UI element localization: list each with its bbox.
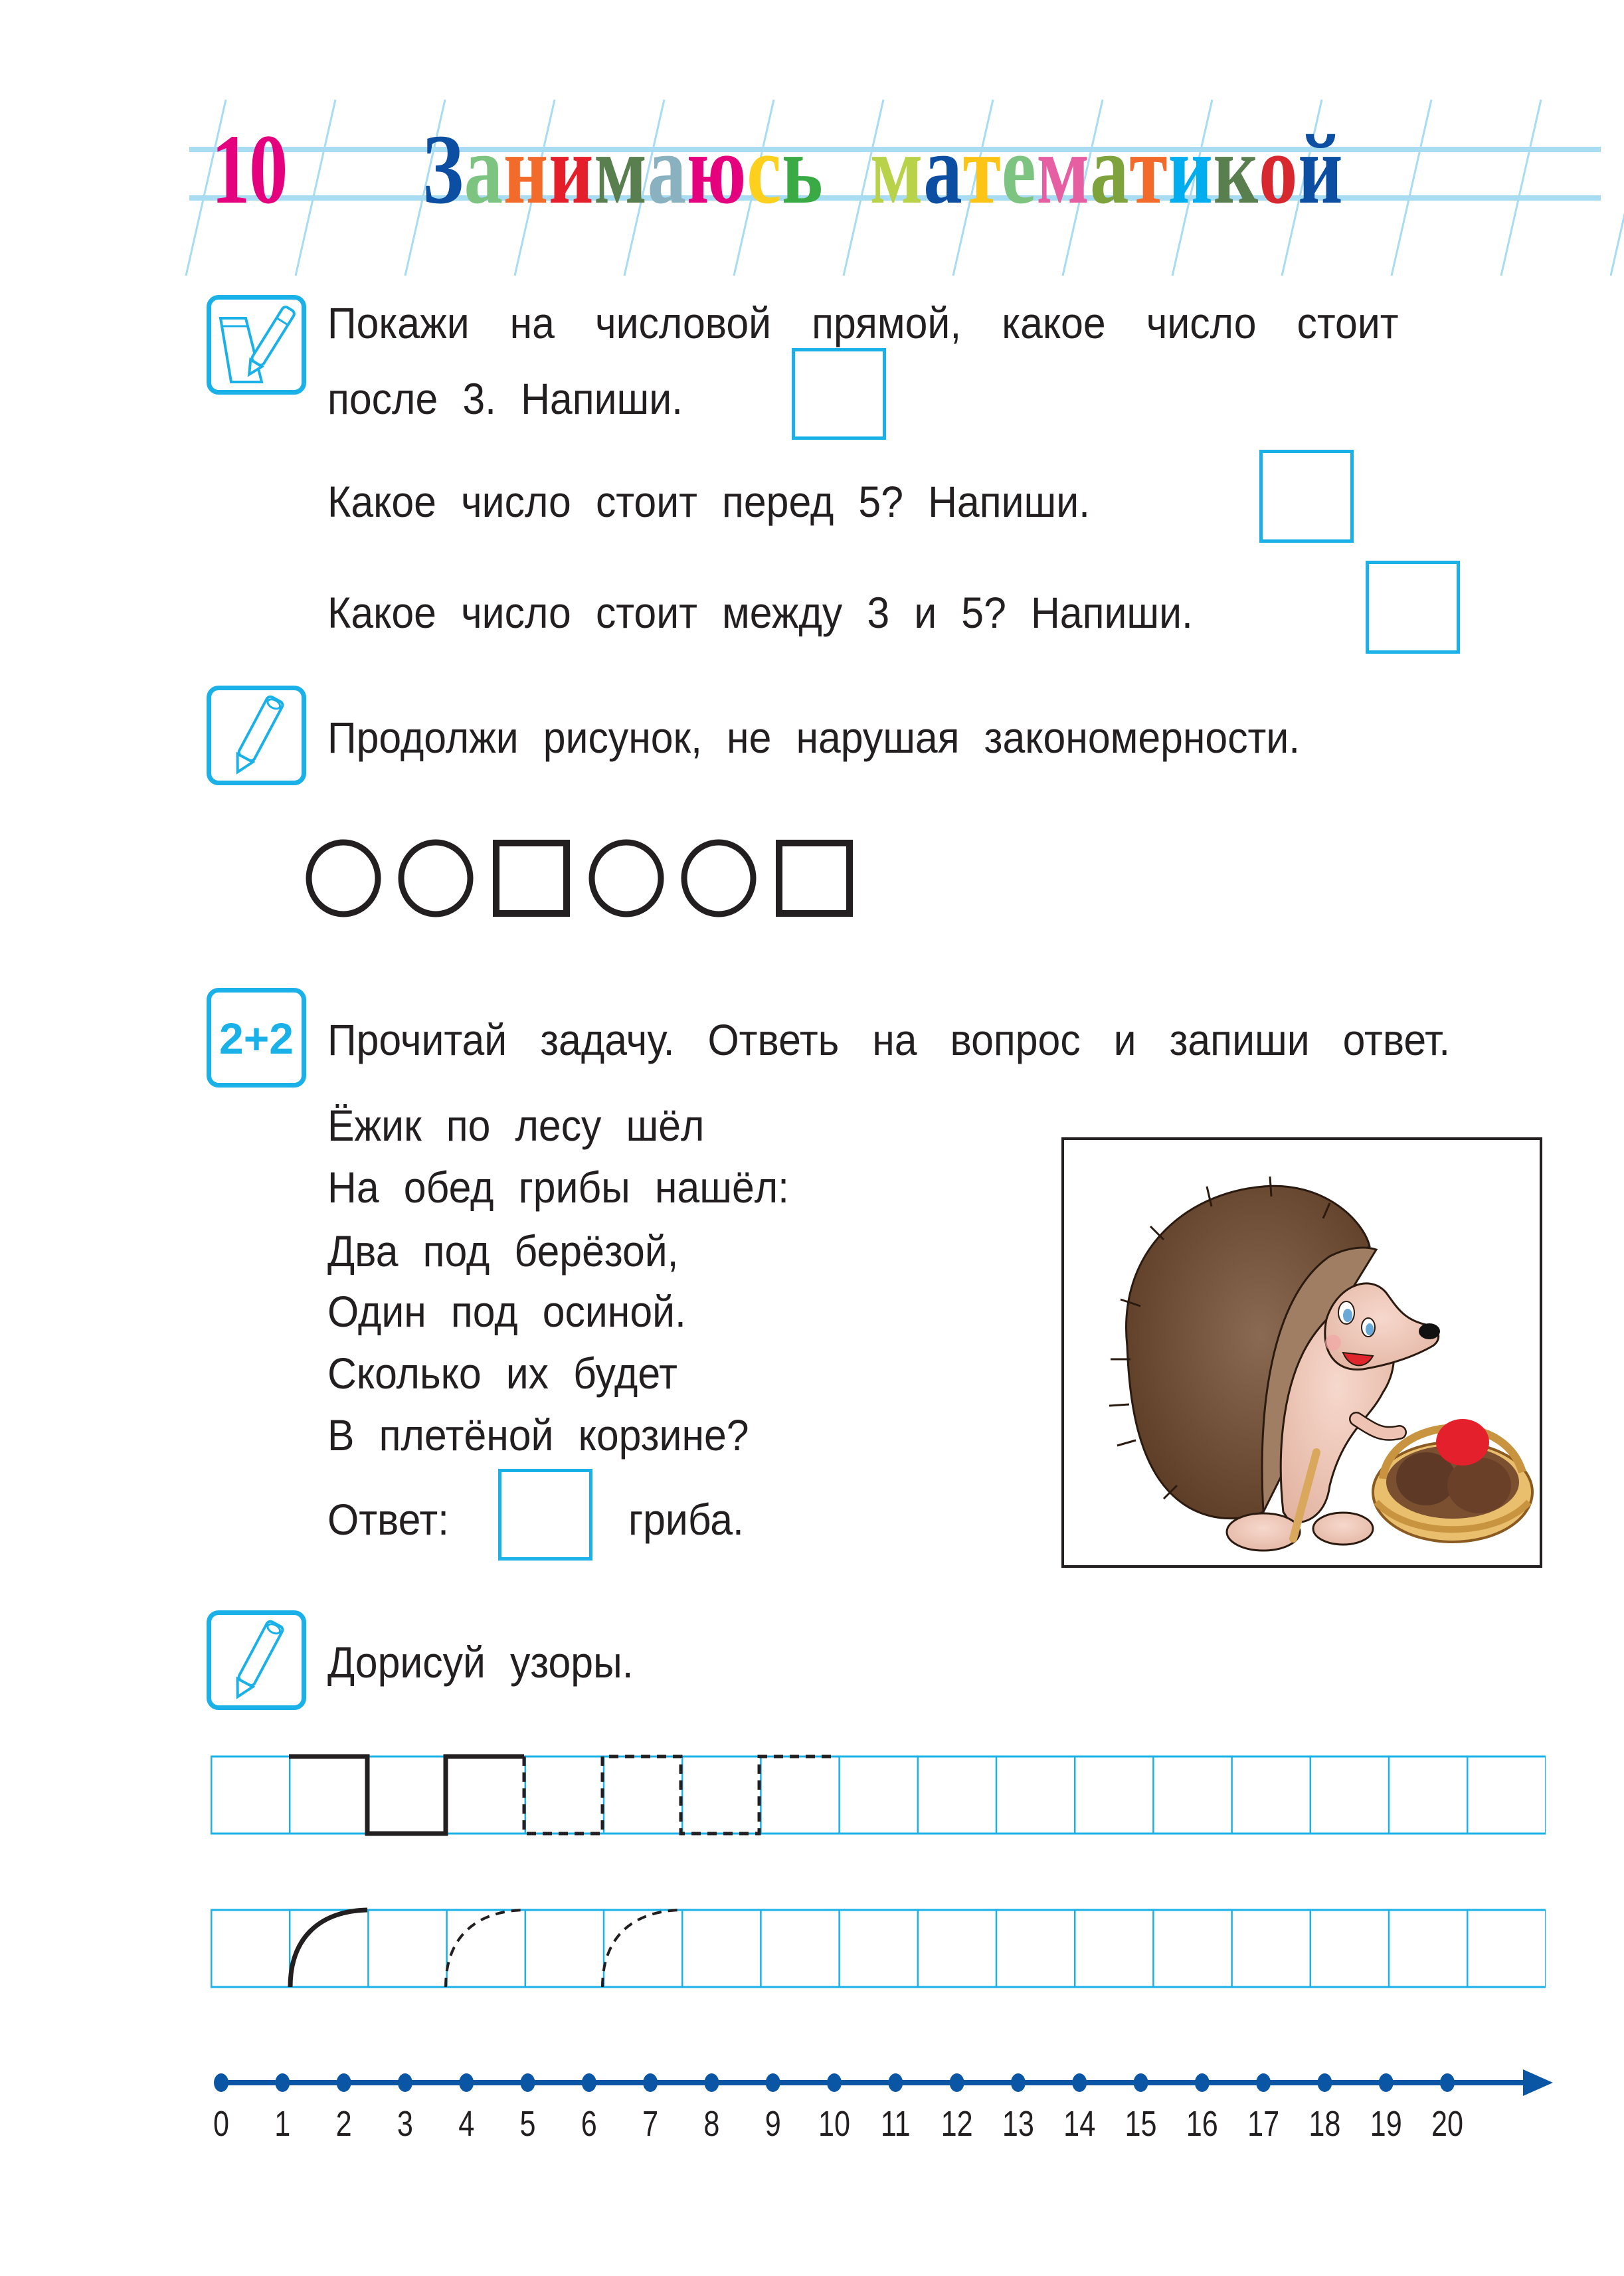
number-line-point (459, 2073, 474, 2092)
number-line-label: 11 (880, 2104, 911, 2144)
page-number: 10 (211, 114, 287, 225)
number-line-label: 16 (1186, 2104, 1218, 2144)
task1-instruction: Покажи на числовой прямой, какое число стоит (327, 298, 1399, 347)
title-letter: и (1168, 114, 1214, 225)
answer-box-mushrooms[interactable] (498, 1469, 592, 1561)
title-letter: З (422, 114, 464, 225)
number-line-label: 20 (1431, 2104, 1464, 2144)
number-line-point (1195, 2073, 1210, 2092)
task1-line2: после 3. Напиши. (327, 374, 683, 423)
number-line-label: 13 (1002, 2104, 1034, 2144)
arrow-head-icon (1523, 2069, 1553, 2096)
number-line-label: 8 (703, 2104, 720, 2144)
pattern-square (496, 843, 567, 913)
pattern-circle (592, 842, 661, 914)
number-line-label: 14 (1063, 2104, 1096, 2144)
title-letter: ю (686, 114, 747, 225)
title-letter: а (464, 114, 503, 225)
number-line-point (521, 2073, 535, 2092)
poem-line: Два под берёзой, (327, 1226, 679, 1276)
title-letter: ь (781, 114, 824, 225)
number-line-point (1134, 2073, 1148, 2092)
number-line-label: 9 (765, 2104, 781, 2144)
task-icon-pencil (207, 686, 306, 785)
number-line-label: 0 (213, 2104, 230, 2144)
number-line-point (398, 2073, 412, 2092)
task1-line4: Какое число стоит между 3 и 5? Напиши. (327, 588, 1193, 637)
poem-line: В плетёной корзине? (327, 1410, 749, 1460)
task3-instruction: Прочитай задачу. Ответь на вопрос и запиши ответ. (327, 1015, 1451, 1064)
number-line-label: 19 (1370, 2104, 1402, 2144)
pencil-icon (211, 690, 302, 781)
answer-label: Ответ: (327, 1495, 450, 1544)
answer-unit: гриба. (628, 1495, 744, 1544)
task-icon-write (207, 295, 306, 395)
title-letter: к (1213, 114, 1259, 225)
pattern-row-meander[interactable] (211, 1754, 1546, 1836)
number-line-point (827, 2073, 842, 2092)
number-line-point (888, 2073, 903, 2092)
number-line-point (1256, 2073, 1271, 2092)
title-letter: а (923, 114, 963, 225)
number-line-label: 10 (818, 2104, 851, 2144)
number-line-label: 6 (581, 2104, 597, 2144)
pen-and-paper-icon (211, 300, 302, 390)
title-letter: т (962, 114, 1002, 225)
number-line-point (704, 2073, 719, 2092)
title-letter: н (503, 114, 549, 225)
number-line-label: 12 (941, 2104, 973, 2144)
title-letter: м (869, 114, 924, 225)
number-line-label: 3 (397, 2104, 413, 2144)
answer-box-between-3-and-5[interactable] (1366, 561, 1460, 654)
pattern-row-arcs[interactable] (211, 1907, 1546, 1990)
shape-pattern (306, 838, 857, 918)
number-line-point (950, 2073, 964, 2092)
task1-line3: Какое число стоит перед 5? Напиши. (327, 477, 1091, 526)
svg-text:2+2: 2+2 (219, 1014, 294, 1063)
task3-instruction-row (327, 1013, 1543, 1066)
answer-box-after-3[interactable] (792, 348, 886, 440)
number-line-label: 7 (642, 2104, 659, 2144)
title-letter: а (647, 114, 687, 225)
task4-instruction: Дорисуй узоры. (327, 1638, 634, 1687)
number-line-point (643, 2073, 658, 2092)
pattern-circle (684, 842, 753, 914)
number-line-label: 18 (1308, 2104, 1341, 2144)
number-line-point (337, 2073, 351, 2092)
number-line-point (1072, 2073, 1087, 2092)
pattern-circle (309, 842, 378, 914)
poem-line: Сколько их будет (327, 1349, 677, 1398)
poem-line: Один под осиной. (327, 1287, 686, 1336)
title-letter: и (549, 114, 594, 225)
number-line-point (214, 2073, 228, 2092)
title-letter: т (1129, 114, 1168, 225)
number-line-point (1317, 2073, 1332, 2092)
title-letter: м (594, 114, 648, 225)
task2-instruction: Продолжи рисунок, не нарушая закономерности. (327, 713, 1301, 762)
pattern-circle (401, 842, 470, 914)
number-line-label: 15 (1125, 2104, 1157, 2144)
number-line-point (275, 2073, 290, 2092)
task-icon-word-problem (207, 988, 306, 1088)
pencil-icon (211, 1615, 302, 1705)
title-letter: о (1258, 114, 1299, 225)
title-letter: м (1036, 114, 1090, 225)
task1-line1 (327, 296, 1543, 349)
title-letter: й (1298, 114, 1344, 225)
number-line-label: 2 (335, 2104, 352, 2144)
poem-line: Ёжик по лесу шёл (327, 1101, 705, 1150)
task-icon-pencil (207, 1610, 306, 1710)
pattern-square (779, 843, 850, 913)
hedgehog-with-basket-image (1064, 1140, 1540, 1565)
number-line-label: 5 (519, 2104, 536, 2144)
title-letter: а (1089, 114, 1130, 225)
answer-box-before-5[interactable] (1259, 450, 1354, 543)
number-line-point (766, 2073, 780, 2092)
number-line-label: 17 (1247, 2104, 1280, 2144)
two-plus-two-icon (211, 993, 302, 1083)
number-line-point (1379, 2073, 1394, 2092)
title-letter: с (747, 114, 782, 225)
number-line (211, 2059, 1553, 2166)
number-line-point (582, 2073, 596, 2092)
hedgehog-illustration (1061, 1137, 1542, 1568)
number-line-label: 4 (458, 2104, 475, 2144)
number-line-label: 1 (274, 2104, 291, 2144)
poem-line: На обед грибы нашёл: (327, 1163, 790, 1212)
page-title (422, 114, 1344, 225)
number-line-point (1011, 2073, 1026, 2092)
number-line-point (1440, 2073, 1455, 2092)
title-letter: е (1001, 114, 1037, 225)
